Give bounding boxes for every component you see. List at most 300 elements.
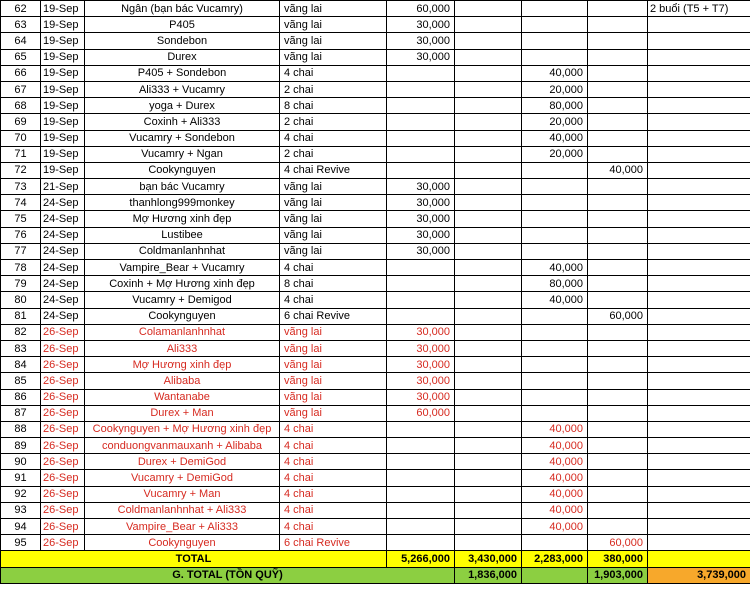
row-date: 26-Sep: [41, 470, 85, 486]
row-amount-1: [387, 65, 455, 81]
total-col-2: 3,430,000: [455, 551, 522, 567]
row-amount-1: 30,000: [387, 33, 455, 49]
row-type: 2 chai: [280, 81, 387, 97]
row-amount-2: [455, 211, 522, 227]
row-amount-1: [387, 130, 455, 146]
row-number: 77: [1, 243, 41, 259]
row-date: 24-Sep: [41, 308, 85, 324]
row-amount-3: [522, 405, 588, 421]
row-date: 26-Sep: [41, 535, 85, 551]
row-amount-2: [455, 373, 522, 389]
row-member: Vucamry + Demigod: [85, 292, 280, 308]
row-amount-2: [455, 421, 522, 437]
row-member: Wantanabe: [85, 389, 280, 405]
row-note: [648, 535, 750, 551]
table-row: [1, 17, 750, 33]
row-member: Vampire_Bear + Vucamry: [85, 260, 280, 276]
row-date: 24-Sep: [41, 195, 85, 211]
row-member: Vucamry + DemiGod: [85, 470, 280, 486]
row-amount-4: [588, 260, 648, 276]
total-note: [648, 551, 750, 567]
row-amount-3: 40,000: [522, 502, 588, 518]
row-date: 24-Sep: [41, 276, 85, 292]
row-note: [648, 276, 750, 292]
row-amount-1: 60,000: [387, 1, 455, 17]
row-date: 26-Sep: [41, 389, 85, 405]
row-date: 26-Sep: [41, 324, 85, 340]
row-type: 8 chai: [280, 98, 387, 114]
total-label: TOTAL: [1, 551, 387, 567]
row-amount-3: 40,000: [522, 260, 588, 276]
row-amount-4: [588, 33, 648, 49]
table-row: [1, 502, 750, 518]
table-row: [1, 535, 750, 551]
table-row: [1, 49, 750, 65]
row-date: 26-Sep: [41, 486, 85, 502]
total-col-4: 380,000: [588, 551, 648, 567]
table-row: [1, 211, 750, 227]
row-amount-3: 40,000: [522, 519, 588, 535]
row-note: [648, 340, 750, 356]
row-amount-1: 30,000: [387, 211, 455, 227]
row-amount-2: [455, 486, 522, 502]
row-date: 26-Sep: [41, 357, 85, 373]
row-amount-2: [455, 130, 522, 146]
row-number: 93: [1, 502, 41, 518]
total-col-1: 5,266,000: [387, 551, 455, 567]
row-amount-2: [455, 114, 522, 130]
row-note: [648, 146, 750, 162]
row-note: [648, 519, 750, 535]
row-amount-3: 20,000: [522, 114, 588, 130]
row-amount-2: [455, 195, 522, 211]
row-number: 75: [1, 211, 41, 227]
row-amount-3: 40,000: [522, 486, 588, 502]
row-amount-2: [455, 33, 522, 49]
table-row: [1, 519, 750, 535]
row-type: vãng lai: [280, 33, 387, 49]
row-amount-4: [588, 292, 648, 308]
table-row: [1, 130, 750, 146]
row-amount-2: [455, 324, 522, 340]
row-note: [648, 308, 750, 324]
row-amount-1: [387, 260, 455, 276]
row-note: [648, 98, 750, 114]
row-number: 81: [1, 308, 41, 324]
table-row: [1, 162, 750, 178]
row-amount-2: [455, 162, 522, 178]
row-date: 19-Sep: [41, 146, 85, 162]
row-amount-4: [588, 227, 648, 243]
table-row: [1, 486, 750, 502]
row-amount-4: [588, 65, 648, 81]
row-date: 26-Sep: [41, 438, 85, 454]
row-number: 66: [1, 65, 41, 81]
row-note: [648, 179, 750, 195]
row-amount-3: [522, 373, 588, 389]
table-row: [1, 227, 750, 243]
row-date: 26-Sep: [41, 405, 85, 421]
row-number: 87: [1, 405, 41, 421]
row-note: [648, 389, 750, 405]
row-date: 24-Sep: [41, 211, 85, 227]
row-number: 90: [1, 454, 41, 470]
row-amount-2: [455, 276, 522, 292]
row-amount-2: [455, 438, 522, 454]
row-note: [648, 454, 750, 470]
row-member: Ali333 + Vucamry: [85, 81, 280, 97]
grand-total-value-1: 1,836,000: [455, 567, 522, 583]
row-amount-1: [387, 114, 455, 130]
row-amount-4: [588, 195, 648, 211]
row-amount-4: [588, 470, 648, 486]
grand-total-label: G. TOTAL (TỒN QUỸ): [1, 567, 455, 583]
row-amount-1: 30,000: [387, 179, 455, 195]
row-note: [648, 114, 750, 130]
row-type: vãng lai: [280, 179, 387, 195]
row-date: 26-Sep: [41, 454, 85, 470]
row-member: bạn bác Vucamry: [85, 179, 280, 195]
row-note: [648, 243, 750, 259]
row-amount-1: [387, 454, 455, 470]
row-amount-3: 40,000: [522, 470, 588, 486]
row-amount-3: 40,000: [522, 438, 588, 454]
row-note: [648, 81, 750, 97]
row-type: 4 chai: [280, 470, 387, 486]
row-type: vãng lai: [280, 227, 387, 243]
row-amount-4: [588, 98, 648, 114]
row-number: 69: [1, 114, 41, 130]
row-amount-3: 40,000: [522, 421, 588, 437]
row-amount-4: [588, 454, 648, 470]
row-amount-2: [455, 292, 522, 308]
row-amount-1: [387, 519, 455, 535]
row-number: 72: [1, 162, 41, 178]
row-amount-3: 40,000: [522, 454, 588, 470]
row-amount-4: [588, 211, 648, 227]
row-amount-2: [455, 502, 522, 518]
row-date: 19-Sep: [41, 81, 85, 97]
row-member: Cookynguyen: [85, 535, 280, 551]
row-number: 67: [1, 81, 41, 97]
row-type: 4 chai: [280, 486, 387, 502]
row-number: 68: [1, 98, 41, 114]
row-number: 80: [1, 292, 41, 308]
row-amount-4: [588, 486, 648, 502]
row-amount-3: [522, 195, 588, 211]
row-note: [648, 227, 750, 243]
row-amount-2: [455, 260, 522, 276]
row-amount-4: [588, 1, 648, 17]
row-amount-4: [588, 146, 648, 162]
row-amount-3: 20,000: [522, 146, 588, 162]
row-amount-2: [455, 535, 522, 551]
row-amount-2: [455, 146, 522, 162]
row-number: 79: [1, 276, 41, 292]
row-number: 91: [1, 470, 41, 486]
row-amount-3: [522, 179, 588, 195]
row-member: conduongvanmauxanh + Alibaba: [85, 438, 280, 454]
row-note: [648, 357, 750, 373]
row-amount-1: 30,000: [387, 324, 455, 340]
row-amount-4: [588, 276, 648, 292]
row-member: Durex + Man: [85, 405, 280, 421]
table-row: [1, 65, 750, 81]
row-amount-4: [588, 389, 648, 405]
row-amount-4: 40,000: [588, 162, 648, 178]
row-member: thanhlong999monkey: [85, 195, 280, 211]
table-row: [1, 179, 750, 195]
row-member: yoga + Durex: [85, 98, 280, 114]
row-note: [648, 486, 750, 502]
table-row: [1, 276, 750, 292]
row-note: [648, 324, 750, 340]
row-amount-4: 60,000: [588, 535, 648, 551]
row-member: Alibaba: [85, 373, 280, 389]
row-amount-3: [522, 162, 588, 178]
row-note: [648, 65, 750, 81]
row-amount-2: [455, 357, 522, 373]
row-amount-4: [588, 438, 648, 454]
row-amount-3: [522, 17, 588, 33]
table-row: [1, 292, 750, 308]
row-amount-1: 30,000: [387, 243, 455, 259]
row-number: 62: [1, 1, 41, 17]
row-amount-3: [522, 227, 588, 243]
row-date: 24-Sep: [41, 227, 85, 243]
row-date: 26-Sep: [41, 519, 85, 535]
row-type: 4 chai: [280, 130, 387, 146]
row-amount-1: [387, 421, 455, 437]
row-type: vãng lai: [280, 211, 387, 227]
row-amount-4: [588, 502, 648, 518]
row-amount-3: 40,000: [522, 130, 588, 146]
row-amount-2: [455, 227, 522, 243]
row-note: [648, 292, 750, 308]
row-note: [648, 405, 750, 421]
row-member: Durex + DemiGod: [85, 454, 280, 470]
row-amount-1: [387, 438, 455, 454]
row-type: 4 chai: [280, 292, 387, 308]
row-type: 4 chai: [280, 421, 387, 437]
row-type: 4 chai: [280, 65, 387, 81]
row-number: 83: [1, 340, 41, 356]
row-member: Vampire_Bear + Ali333: [85, 519, 280, 535]
row-amount-2: [455, 519, 522, 535]
row-note: [648, 33, 750, 49]
row-date: 19-Sep: [41, 49, 85, 65]
row-amount-3: [522, 211, 588, 227]
row-type: 4 chai: [280, 454, 387, 470]
row-number: 74: [1, 195, 41, 211]
table-row: [1, 389, 750, 405]
row-number: 88: [1, 421, 41, 437]
row-amount-3: [522, 357, 588, 373]
row-member: Lustibee: [85, 227, 280, 243]
row-number: 92: [1, 486, 41, 502]
row-amount-1: [387, 146, 455, 162]
row-note: [648, 421, 750, 437]
row-amount-1: 30,000: [387, 17, 455, 33]
row-member: Ngân (bạn bác Vucamry): [85, 1, 280, 17]
table-row: [1, 470, 750, 486]
table-row: [1, 357, 750, 373]
row-amount-1: 30,000: [387, 340, 455, 356]
row-member: Coxinh + Ali333: [85, 114, 280, 130]
row-amount-3: 80,000: [522, 276, 588, 292]
row-amount-3: [522, 389, 588, 405]
row-amount-2: [455, 1, 522, 17]
row-amount-1: 30,000: [387, 389, 455, 405]
total-col-3: 2,283,000: [522, 551, 588, 567]
row-amount-1: [387, 162, 455, 178]
row-member: Coldmanlanhnhat: [85, 243, 280, 259]
table-row: [1, 243, 750, 259]
row-member: Cookynguyen: [85, 308, 280, 324]
row-member: Durex: [85, 49, 280, 65]
row-type: 4 chai: [280, 519, 387, 535]
row-number: 84: [1, 357, 41, 373]
row-note: [648, 17, 750, 33]
row-amount-3: 40,000: [522, 65, 588, 81]
row-type: 4 chai Revive: [280, 162, 387, 178]
row-type: vãng lai: [280, 389, 387, 405]
row-amount-4: [588, 324, 648, 340]
row-member: Vucamry + Man: [85, 486, 280, 502]
row-amount-3: [522, 324, 588, 340]
row-date: 24-Sep: [41, 243, 85, 259]
row-member: Coxinh + Mợ Hương xinh đẹp: [85, 276, 280, 292]
row-amount-1: 60,000: [387, 405, 455, 421]
row-date: 24-Sep: [41, 292, 85, 308]
row-note: [648, 195, 750, 211]
row-amount-1: [387, 308, 455, 324]
row-amount-1: 30,000: [387, 357, 455, 373]
table-row: [1, 324, 750, 340]
row-date: 19-Sep: [41, 162, 85, 178]
row-type: vãng lai: [280, 243, 387, 259]
row-amount-2: [455, 308, 522, 324]
row-number: 64: [1, 33, 41, 49]
row-date: 19-Sep: [41, 114, 85, 130]
grand-total-value-2: 1,903,000: [588, 567, 648, 583]
row-amount-3: 40,000: [522, 292, 588, 308]
table-row: [1, 454, 750, 470]
row-type: 8 chai: [280, 276, 387, 292]
row-amount-3: 80,000: [522, 98, 588, 114]
row-number: 65: [1, 49, 41, 65]
row-number: 82: [1, 324, 41, 340]
row-number: 76: [1, 227, 41, 243]
table-row: [1, 340, 750, 356]
row-number: 95: [1, 535, 41, 551]
row-number: 73: [1, 179, 41, 195]
row-amount-1: 30,000: [387, 195, 455, 211]
row-type: 6 chai Revive: [280, 308, 387, 324]
row-type: vãng lai: [280, 373, 387, 389]
row-type: 6 chai Revive: [280, 535, 387, 551]
row-date: 19-Sep: [41, 1, 85, 17]
row-amount-3: [522, 340, 588, 356]
row-amount-1: 30,000: [387, 227, 455, 243]
table-row: [1, 81, 750, 97]
row-type: vãng lai: [280, 405, 387, 421]
row-amount-1: [387, 486, 455, 502]
row-amount-2: [455, 98, 522, 114]
row-amount-2: [455, 243, 522, 259]
row-amount-3: 20,000: [522, 81, 588, 97]
row-member: Colamanlanhnhat: [85, 324, 280, 340]
table-row: [1, 308, 750, 324]
row-date: 26-Sep: [41, 421, 85, 437]
row-amount-2: [455, 405, 522, 421]
row-amount-3: [522, 308, 588, 324]
table-row: [1, 33, 750, 49]
row-note: 2 buổi (T5 + T7): [648, 1, 750, 17]
row-amount-4: [588, 373, 648, 389]
table-row: [1, 405, 750, 421]
table-row: [1, 438, 750, 454]
row-amount-2: [455, 81, 522, 97]
row-amount-1: [387, 81, 455, 97]
row-number: 78: [1, 260, 41, 276]
row-note: [648, 502, 750, 518]
row-type: vãng lai: [280, 340, 387, 356]
row-amount-2: [455, 470, 522, 486]
row-amount-2: [455, 454, 522, 470]
row-note: [648, 162, 750, 178]
row-amount-4: [588, 340, 648, 356]
row-member: Vucamry + Ngan: [85, 146, 280, 162]
row-date: 21-Sep: [41, 179, 85, 195]
row-type: vãng lai: [280, 324, 387, 340]
row-amount-1: [387, 276, 455, 292]
row-date: 26-Sep: [41, 373, 85, 389]
row-amount-4: [588, 130, 648, 146]
row-note: [648, 260, 750, 276]
row-amount-1: [387, 470, 455, 486]
row-type: vãng lai: [280, 357, 387, 373]
row-amount-4: [588, 49, 648, 65]
row-amount-3: [522, 33, 588, 49]
row-amount-1: [387, 502, 455, 518]
row-member: Coldmanlanhnhat + Ali333: [85, 502, 280, 518]
row-member: P405 + Sondebon: [85, 65, 280, 81]
row-amount-3: [522, 1, 588, 17]
row-note: [648, 373, 750, 389]
table-row: [1, 260, 750, 276]
row-amount-3: [522, 243, 588, 259]
row-note: [648, 49, 750, 65]
table-row: [1, 373, 750, 389]
row-member: Cookynguyen: [85, 162, 280, 178]
row-member: P405: [85, 17, 280, 33]
row-amount-4: [588, 179, 648, 195]
row-type: 2 chai: [280, 114, 387, 130]
row-date: 24-Sep: [41, 260, 85, 276]
row-date: 26-Sep: [41, 502, 85, 518]
row-member: Cookynguyen + Mợ Hương xinh đẹp: [85, 421, 280, 437]
row-amount-2: [455, 17, 522, 33]
row-amount-2: [455, 65, 522, 81]
row-amount-4: 60,000: [588, 308, 648, 324]
row-amount-4: [588, 243, 648, 259]
row-number: 63: [1, 17, 41, 33]
row-type: vãng lai: [280, 1, 387, 17]
row-member: Ali333: [85, 340, 280, 356]
row-date: 19-Sep: [41, 65, 85, 81]
row-amount-1: [387, 535, 455, 551]
